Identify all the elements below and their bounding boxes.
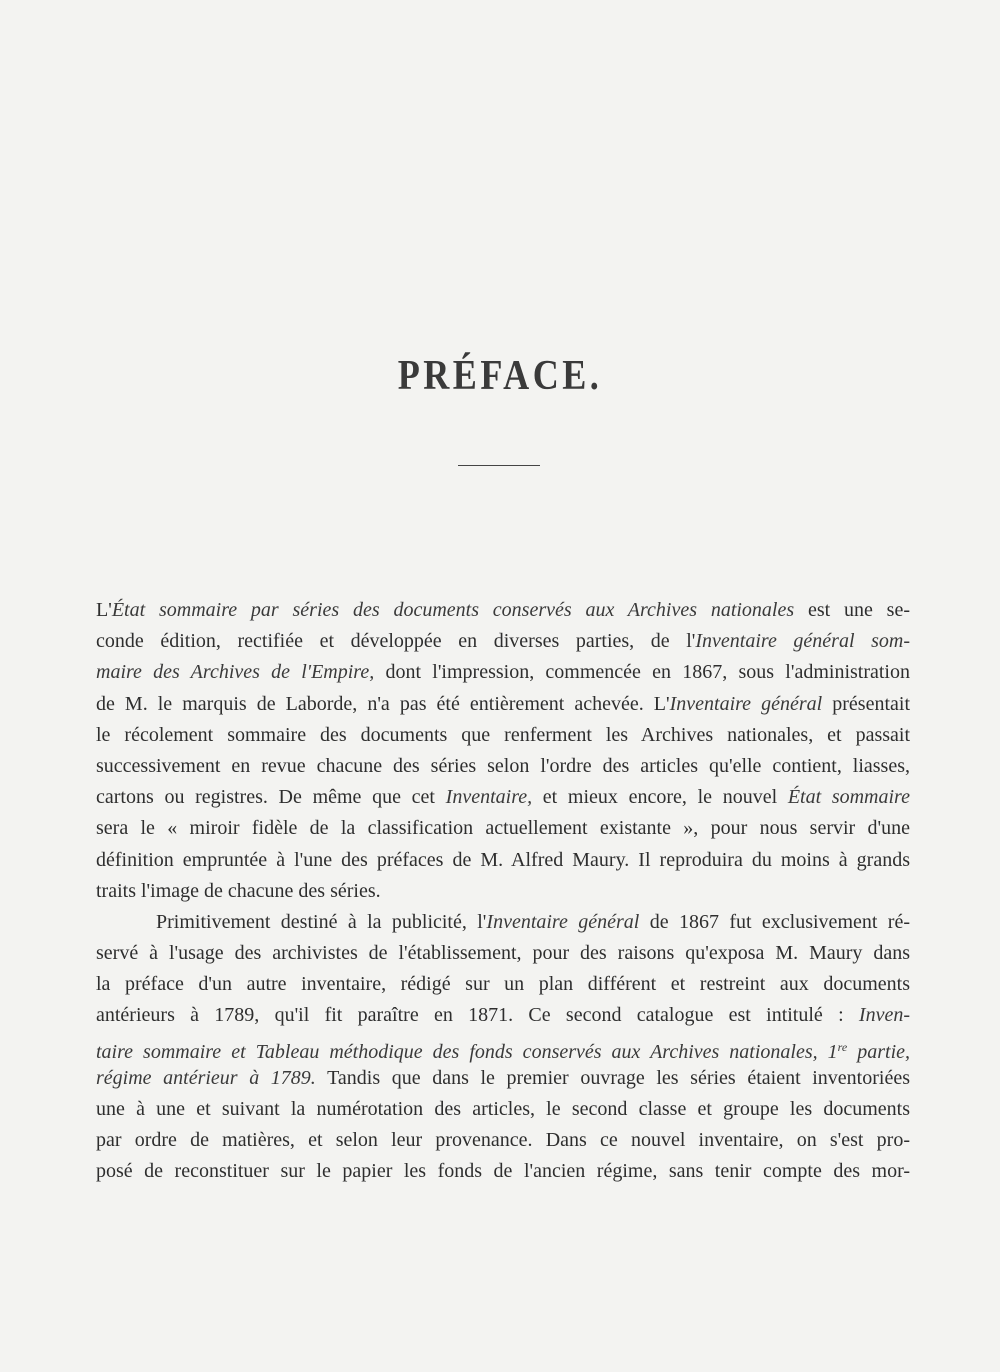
text-span: présentait xyxy=(822,692,910,715)
title-divider xyxy=(458,465,540,466)
italic-span: maire des Archives de l'Empire, xyxy=(96,661,375,684)
text-line xyxy=(96,876,910,907)
text-span: de 1867 fut exclusivement ré- xyxy=(639,910,910,933)
text-line xyxy=(96,845,910,876)
text-span: définition empruntée à l'une des préfaces de M. Alfred Maury. Il reproduira du moins à grands xyxy=(96,848,910,871)
italic-span: État sommaire par séries des documents conservés aux Archives nationales xyxy=(111,599,795,621)
text-line xyxy=(96,1156,910,1187)
text-line xyxy=(96,813,910,844)
italic-span: État sommaire xyxy=(787,786,910,809)
text-span: L' xyxy=(96,599,112,621)
paragraph xyxy=(96,907,910,1188)
italic-span: partie, xyxy=(847,1040,910,1063)
page-title: PRÉFACE. xyxy=(397,353,603,399)
text-span: une à une et suivant la numérotation des articles, le second classe et groupe les documents xyxy=(96,1098,910,1120)
text-span: et mieux encore, le nouvel xyxy=(532,786,788,809)
text-span: successivement en revue chacune des séries selon l'ordre des articles qu'elle contient, liasses, xyxy=(96,754,910,777)
text-span: dont l'impression, commencée en 1867, sous l'administration xyxy=(374,661,910,684)
text-line xyxy=(96,969,910,1000)
text-span: sera le « miroir fidèle de la classification actuellement existante », pour nous servir d'une xyxy=(96,817,910,840)
text-span: Primitivement destiné à la publicité, l' xyxy=(156,910,487,933)
text-line xyxy=(96,938,910,969)
text-line xyxy=(96,1032,910,1063)
text-line xyxy=(96,595,910,626)
italic-span: re xyxy=(837,1039,848,1054)
text-span: Tandis que dans le premier ouvrage les séries étaient inventoriées xyxy=(315,1066,910,1089)
italic-span: taire sommaire et Tableau méthodique des fonds conservés aux Archives nationales, 1 xyxy=(96,1040,838,1063)
text-span: servé à l'usage des archivistes de l'établissement, pour des raisons qu'exposa M. Maury dans xyxy=(96,942,910,965)
text-span: est une se- xyxy=(794,599,910,621)
text-line xyxy=(96,751,910,782)
text-line xyxy=(96,689,910,720)
italic-span: Inventaire général som- xyxy=(695,630,910,653)
text-line xyxy=(96,1094,910,1125)
text-line xyxy=(96,720,910,751)
text-span: cartons ou registres. De même que cet xyxy=(96,786,446,809)
text-span: posé de reconstituer sur le papier les fonds de l'ancien régime, sans tenir compte des mor- xyxy=(96,1160,910,1183)
text-line xyxy=(96,1125,910,1156)
text-span: conde édition, rectifiée et développée en diverses parties, de l' xyxy=(96,630,696,653)
italic-span: Inventaire général xyxy=(669,692,823,715)
text-span: par ordre de matières, et selon leur provenance. Dans ce nouvel inventaire, on s'est pro- xyxy=(96,1129,910,1152)
italic-span: Inventaire, xyxy=(445,786,533,809)
italic-span: Inven- xyxy=(858,1004,910,1027)
text-line xyxy=(96,1063,910,1094)
text-line xyxy=(96,1000,910,1031)
text-line xyxy=(96,657,910,688)
text-span: de M. le marquis de Laborde, n'a pas été entièrement achevée. L' xyxy=(96,692,670,715)
text-line xyxy=(96,907,910,938)
text-span: traits l'image de chacune des séries. xyxy=(96,879,381,902)
paragraph xyxy=(96,595,910,907)
text-line xyxy=(96,782,910,813)
text-span: le récolement sommaire des documents que renferment les Archives nationales, et passait xyxy=(96,723,910,746)
text-line xyxy=(96,626,910,657)
text-span: antérieurs à 1789, qu'il fit paraître en 1871. Ce second catalogue est intitulé : xyxy=(96,1004,859,1027)
italic-span: régime antérieur à 1789. xyxy=(96,1066,316,1089)
italic-span: Inventaire général xyxy=(486,910,640,933)
text-span: la préface d'un autre inventaire, rédigé sur un plan différent et restreint aux documents xyxy=(96,973,910,996)
body-text xyxy=(96,595,910,1188)
